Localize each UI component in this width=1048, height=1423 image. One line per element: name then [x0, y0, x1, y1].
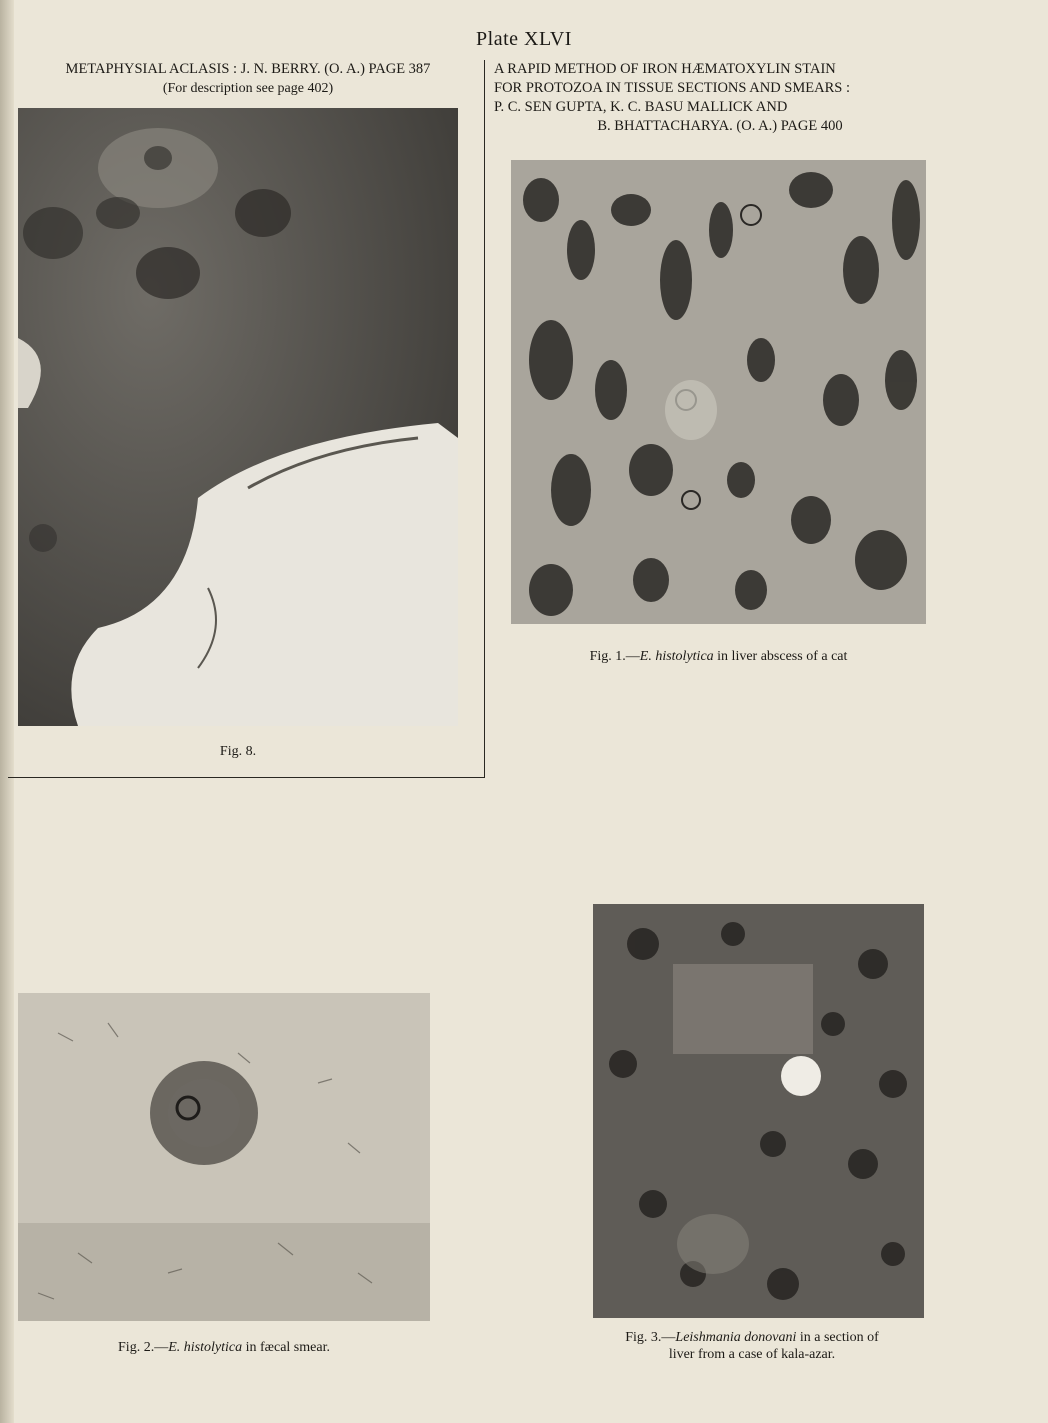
fig2-photograph: [18, 993, 430, 1321]
fig2-caption-rest: in fæcal smear.: [242, 1340, 330, 1355]
fig3-caption-species: Leishmania donovani: [675, 1330, 797, 1345]
right-heading-line-3: P. C. SEN GUPTA, K. C. BASU MALLICK AND: [494, 99, 788, 115]
fig1-caption-species: E. histolytica: [639, 649, 714, 664]
fig2-caption-label: Fig. 2.—: [118, 1340, 169, 1355]
fig8-photograph: [18, 108, 458, 726]
right-heading-line-4: B. BHATTACHARYA. (O. A.) PAGE 400: [597, 118, 843, 134]
fig1-photograph: [511, 160, 926, 624]
fig8-caption: Fig. 8.: [219, 744, 257, 759]
left-subheading-text: (For description see page 402): [162, 81, 334, 96]
fig3-caption: [580, 1329, 924, 1363]
fig3-photograph: [593, 904, 924, 1318]
left-heading-text: METAPHYSIAL ACLASIS : J. N. BERRY. (O. A.) PAGE 387: [65, 61, 431, 77]
fig3-caption-rest: in a section of: [796, 1330, 879, 1345]
fig3-caption-line2: liver from a case of kala-azar.: [668, 1347, 836, 1362]
fig1-caption: [511, 648, 926, 665]
fig1-caption-label: Fig. 1.—: [589, 649, 640, 664]
fig3-caption-label: Fig. 3.—: [625, 1330, 676, 1345]
fig1-caption-rest: in liver abscess of a cat: [713, 649, 848, 664]
right-article-heading: [494, 60, 946, 136]
fig2-caption-species: E. histolytica: [168, 1340, 243, 1355]
plate-title: Plate XLVI: [476, 28, 572, 50]
fig2-caption: [18, 1339, 430, 1356]
right-heading-line-2: FOR PROTOZOA IN TISSUE SECTIONS AND SMEARS :: [494, 80, 850, 96]
right-heading-line-1: A RAPID METHOD OF IRON HÆMATOXYLIN STAIN: [494, 61, 836, 77]
left-article-heading: [14, 60, 482, 98]
